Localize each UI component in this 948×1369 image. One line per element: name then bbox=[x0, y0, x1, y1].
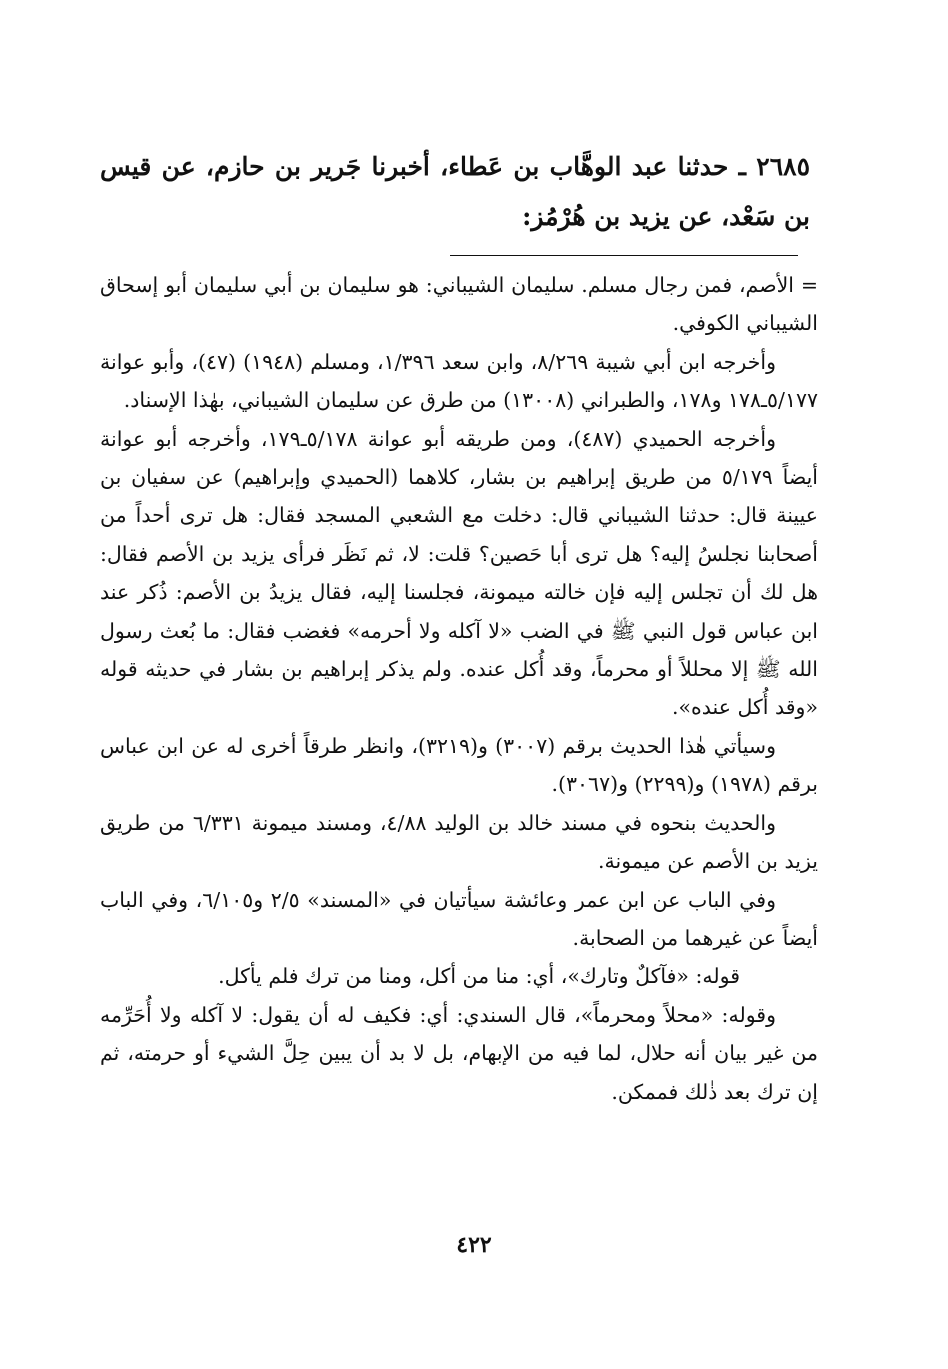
footnote-paragraph: قوله: «فآكلٌ وتارك»، أي: منا من أكل، ومنا من ترك فلم يأكل. bbox=[218, 964, 740, 989]
footnote-paragraph: وفي الباب عن ابن عمر وعائشة سيأتيان في «المسند» ٢/٥ و٦/١٠٥، وفي الباب أيضاً عن غيرهما من الصحابة. bbox=[100, 887, 818, 950]
hadith-text: ٢٦٨٥ ـ حدثنا عبد الوهَّاب بن عَطاء، أخبرنا جَرير بن حازم، عن قيس بن سَعْد، عن يزيد بن هُرْمُز: bbox=[100, 152, 810, 231]
footnotes-block bbox=[100, 266, 818, 1111]
footnote-paragraph: وقوله: «محلاً ومحرماً»، قال السندي: أي: فكيف له أن يقول: لا آكله ولا أُحَرِّمه من غير بيان أنه حلال، لما فيه من الإبهام، بل لا بد أن يبين حِلَّ الشيء أو حرمته، ثم إن ترك بعد ذٰلك فممكن. bbox=[100, 1002, 818, 1104]
page-number: ٤٢٢ bbox=[456, 1232, 492, 1258]
footnote-separator bbox=[450, 255, 798, 256]
footnote-paragraph: وأخرجه ابن أبي شيبة ٨/٢٦٩، وابن سعد ١/٣٩٦، ومسلم (١٩٤٨) (٤٧)، وأبو عوانة ٥/١٧٧ـ١٧٨ و١٧٨، والطبراني (١٣٠٠٨) من طرق عن سليمان الشيباني، بهٰذا الإسناد. bbox=[100, 349, 818, 413]
footnote-paragraph: وسيأتي هٰذا الحديث برقم (٣٠٠٧) و(٣٢١٩)، وانظر طرقاً أخرى له عن ابن عباس برقم (١٩٧٨) و(٢٢٩٩) و(٣٠٦٧). bbox=[100, 733, 818, 797]
footnote-paragraph: والحديث بنحوه في مسند خالد بن الوليد ٤/٨٨، ومسند ميمونة ٦/٣٣١ من طريق يزيد بن الأصم عن ميمونة. bbox=[100, 810, 818, 874]
footnote-continuation: = الأصم، فمن رجال مسلم. سليمان الشيباني: هو سليمان بن أبي سليمان أبو إسحاق الشيباني الكوفي. bbox=[100, 273, 818, 336]
hadith-text-block bbox=[100, 142, 810, 242]
footnote-paragraph: وأخرجه الحميدي (٤٨٧)، ومن طريقه أبو عوانة ٥/١٧٨ـ١٧٩، وأخرجه أبو عوانة أيضاً ٥/١٧٩ من طريق إبراهيم بن بشار، كلاهما (الحميدي وإبراهيم) عن سفيان بن عيينة قال: حدثنا الشيباني قال: دخلت مع الشعبي المسجد فقال: هل ترى أحداً من أصحابنا نجلسُ إليه؟ هل ترى أبا حَصين؟ قلت: لا، ثم نَظَر فرأى يزيد بن الأصم فقال: هل لك أن تجلس إليه فإن خالته ميمونة، فجلسنا إليه، فقال يزيدُ بن الأصم: ذُكر عند ابن عباس قول النبي ﷺ في الضب «لا آكله ولا أحرمه» فغضب فقال: ما بُعث رسول الله ﷺ إلا محللاً أو محرماً، وقد أُكل عنده. ولم يذكر إبراهيم بن بشار في حديثه قوله «وقد أُكل عنده». bbox=[100, 426, 818, 720]
